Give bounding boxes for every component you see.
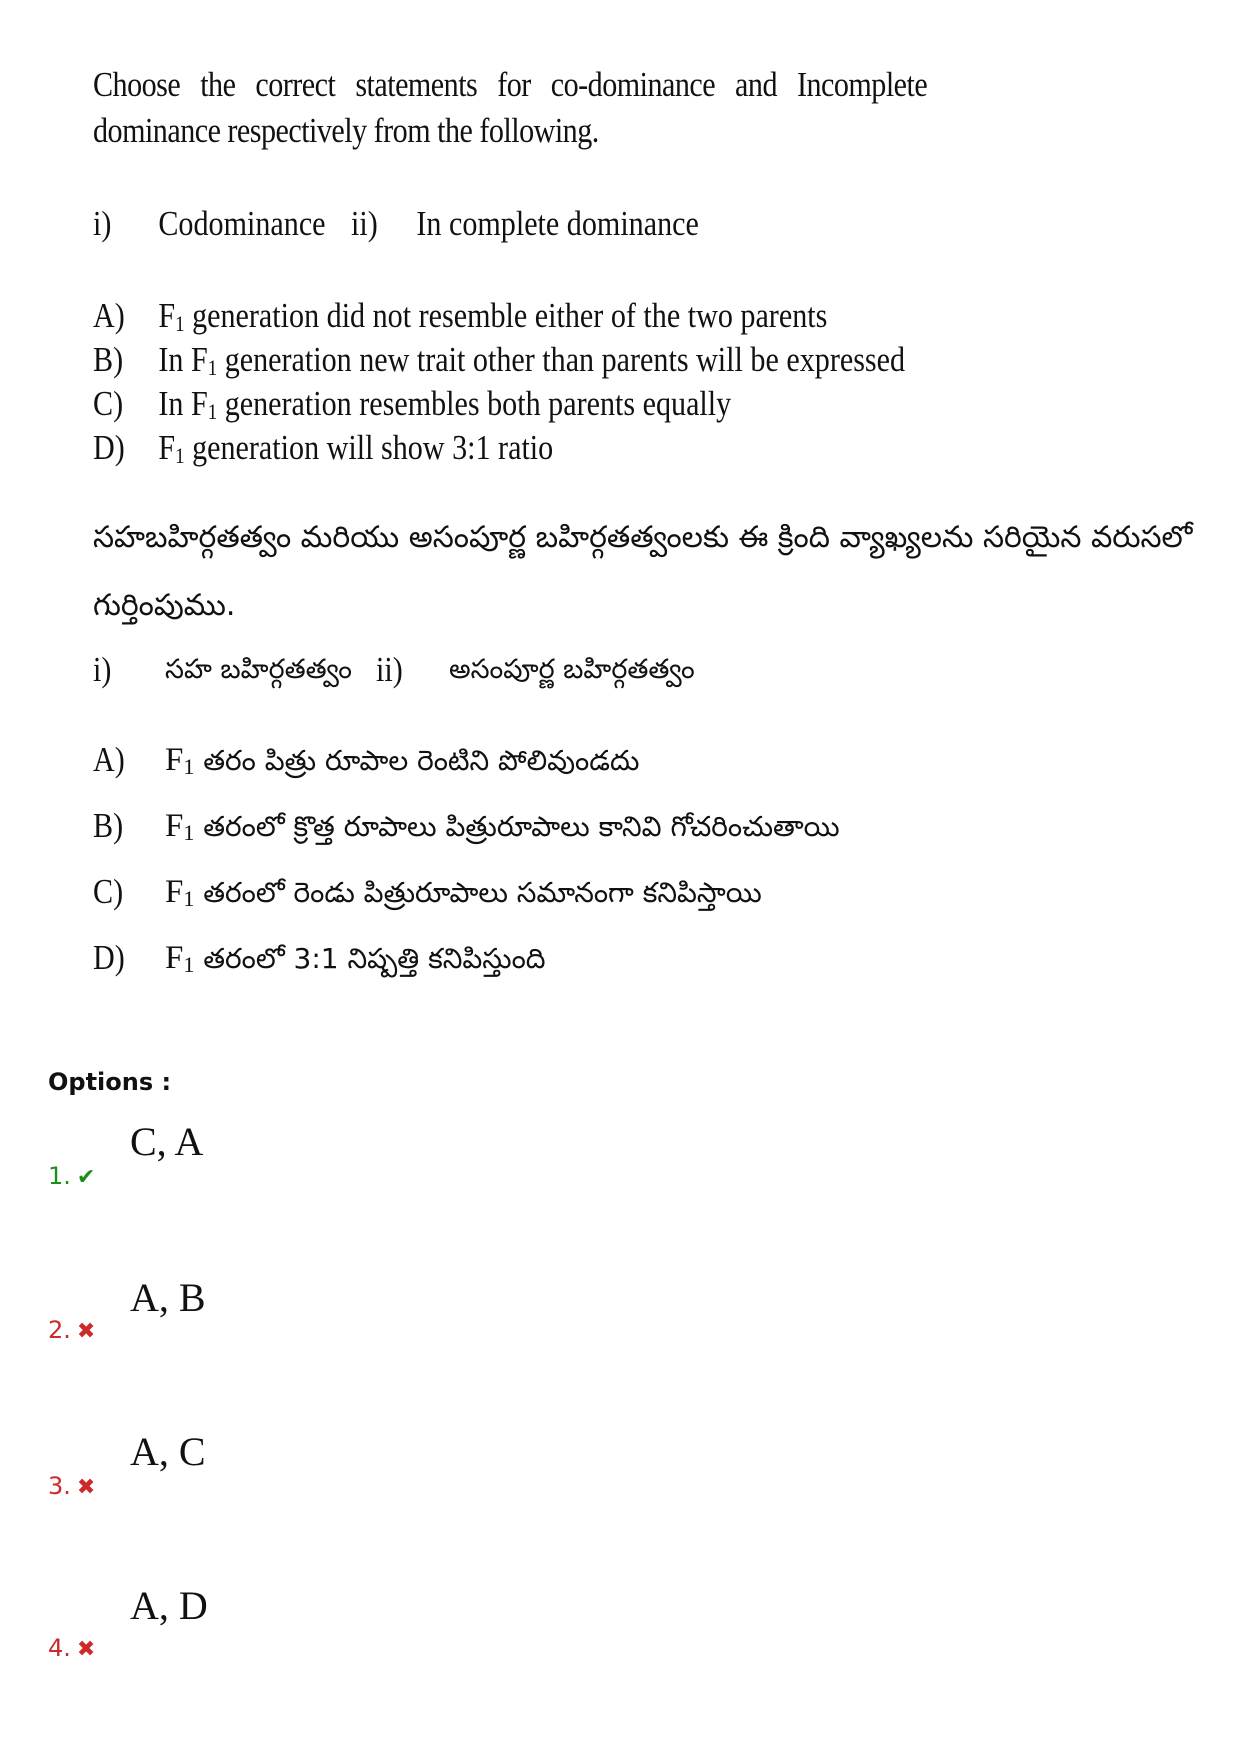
cross-icon: ✖ xyxy=(76,1475,96,1500)
option-4-number: 4. ✖ xyxy=(48,1634,96,1662)
pair-ii-label-te: ii) xyxy=(376,650,403,689)
pair-ii-text: In complete dominance xyxy=(416,204,699,243)
option-4-value[interactable]: A, D xyxy=(130,1583,208,1628)
option-3-value[interactable]: A, C xyxy=(130,1429,206,1474)
option-3-number: 3. ✖ xyxy=(48,1472,96,1500)
option-1-value[interactable]: C, A xyxy=(130,1119,204,1164)
cross-icon: ✖ xyxy=(76,1637,96,1662)
question-text-te-line2: గుర్తింపుము. xyxy=(93,588,236,623)
cross-icon: ✖ xyxy=(76,1319,96,1344)
pair-i-label-te: i) xyxy=(93,650,112,689)
question-text-te-line1: సహబహిర్గతత్వం మరియు అసంపూర్ణ బహిర్గతత్వంలకు ఈ క్రింది వ్యాఖ్యలను సరియైన వరుసలో xyxy=(93,520,1193,555)
question-text-en: Choose the correct statements for co-dominance and Incomplete dominance respectively from the following. xyxy=(93,65,928,150)
pair-ii-label: ii) xyxy=(351,204,378,243)
pair-i-text: Codominance xyxy=(158,204,326,243)
question-english xyxy=(93,62,928,154)
option-2-value[interactable]: A, B xyxy=(130,1275,206,1320)
pair-i-label: i) xyxy=(93,204,112,243)
pair-i-text-te: సహ బహిర్గతత్వం xyxy=(165,654,352,685)
option-2-number: 2. ✖ xyxy=(48,1316,96,1344)
checkmark-icon: ✔ xyxy=(76,1165,96,1190)
pair-ii-text-te: అసంపూర్ణ బహిర్గతత్వం xyxy=(449,654,695,685)
option-1-number: 1. ✔ xyxy=(48,1162,96,1190)
options-header: Options : xyxy=(48,1068,172,1096)
